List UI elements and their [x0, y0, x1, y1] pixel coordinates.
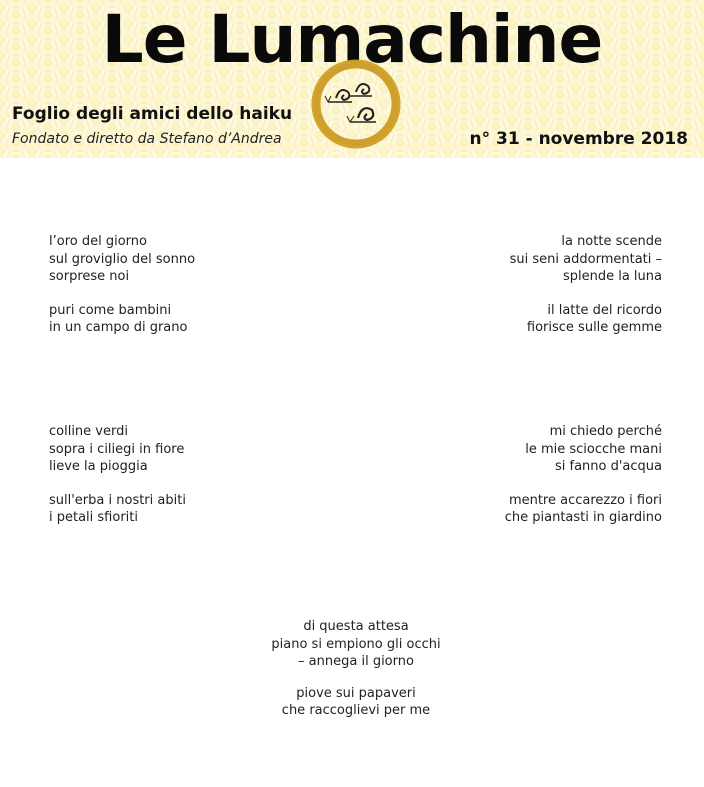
subtitle: Foglio degli amici dello haiku	[12, 104, 293, 124]
poem-line: in un campo di grano	[49, 320, 188, 335]
haiku-middle-left	[49, 423, 186, 527]
poem-line: colline verdi	[49, 424, 128, 439]
poem-line: sull'erba i nostri abiti	[49, 492, 186, 508]
poem-line: sorprese noi	[49, 269, 130, 284]
snail-enso-logo-icon	[306, 54, 406, 154]
poem-line: di questa attesa	[303, 619, 409, 634]
poem-line: sopra i ciliegi in fiore	[49, 441, 185, 457]
poem-line: i petali sfioriti	[49, 510, 138, 525]
haiku-bottom-center	[0, 618, 704, 720]
haiku-middle-right	[505, 423, 662, 527]
poem-line: fiorisce sulle gemme	[526, 320, 662, 335]
poem-line: mentre accarezzo i fiori	[508, 492, 662, 508]
poem-line: che piantasti in giardino	[504, 510, 662, 525]
issue-number: n° 31 - novembre 2018	[469, 129, 688, 149]
haiku-top-left	[49, 233, 195, 337]
page-title: Le Lumachine	[101, 1, 603, 78]
poem-line: splende la luna	[562, 269, 662, 284]
poem-line: che raccoglievi per me	[281, 703, 431, 718]
poem-line: le mie sciocche mani	[525, 441, 662, 457]
poem-line: – annega il giorno	[298, 654, 414, 669]
poem-line: l’oro del giorno	[49, 234, 147, 249]
poem-line: mi chiedo perché	[549, 424, 662, 439]
masthead	[0, 0, 704, 158]
poem-line: lieve la pioggia	[49, 459, 148, 474]
poem-line: piove sui papaveri	[296, 685, 416, 701]
poem-line: si fanno d'acqua	[554, 459, 662, 474]
poem-line: sul groviglio del sonno	[49, 251, 196, 267]
poem-line: sui seni addormentati –	[509, 251, 662, 267]
poem-line: il latte del ricordo	[547, 302, 662, 318]
poem-line: puri come bambini	[49, 302, 172, 318]
founder-line: Fondato e diretto da Stefano d’Andrea	[12, 131, 282, 147]
haiku-top-right	[510, 233, 662, 337]
poem-line: la notte scende	[561, 234, 662, 249]
poem-line: piano si empiono gli occhi	[271, 636, 441, 652]
